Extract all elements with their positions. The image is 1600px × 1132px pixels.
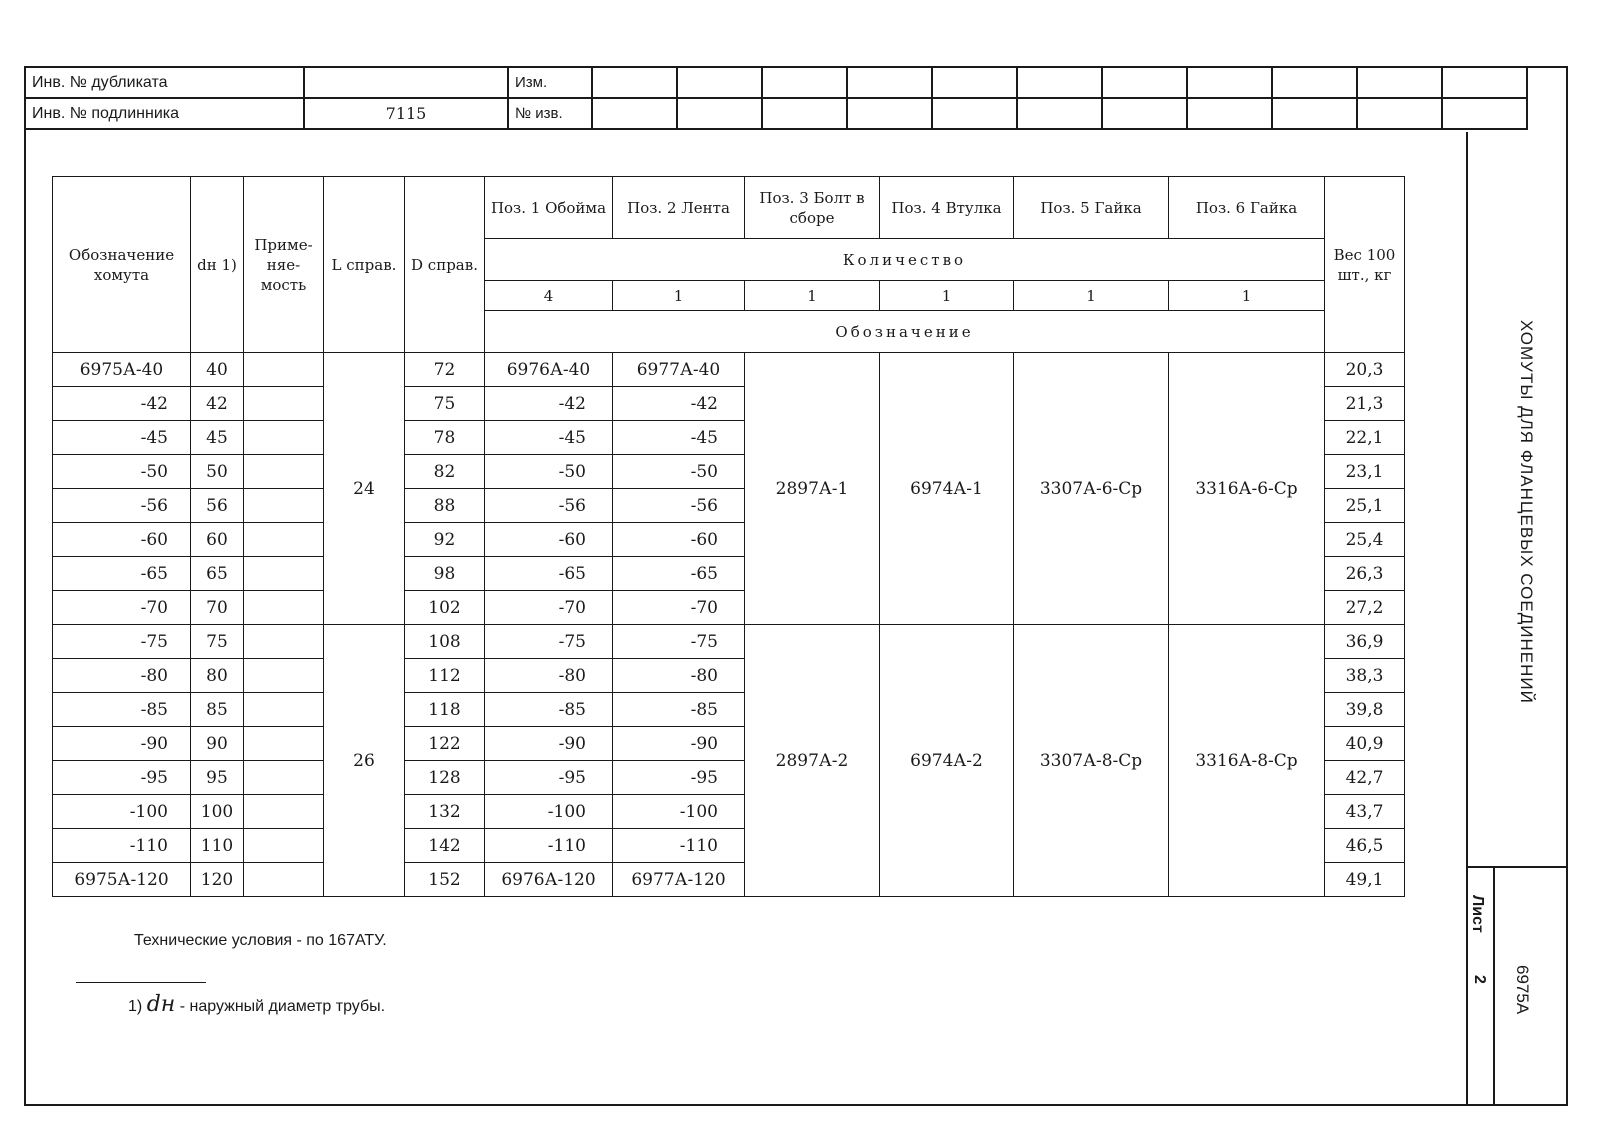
stamp-cell	[1102, 67, 1187, 98]
row-D: 128	[405, 761, 485, 795]
row-weight: 43,7	[1325, 795, 1405, 829]
stamp-cell	[592, 98, 677, 129]
row-D: 102	[405, 591, 485, 625]
stamp-cell	[1272, 67, 1357, 98]
row-applicability	[244, 863, 324, 897]
row-pos1: -60	[485, 523, 613, 557]
row-designation: -90	[53, 727, 191, 761]
col-weight: Вес 100 шт., кг	[1325, 177, 1405, 353]
row-pos2: -42	[613, 387, 745, 421]
row-designation: 6975А-40	[53, 353, 191, 387]
row-pos2: -60	[613, 523, 745, 557]
sheet-divider	[1493, 866, 1495, 1106]
row-pos2: -110	[613, 829, 745, 863]
row-dn: 56	[191, 489, 244, 523]
row-D: 75	[405, 387, 485, 421]
row-pos2: -70	[613, 591, 745, 625]
stamp-cell	[847, 98, 932, 129]
row-dn: 85	[191, 693, 244, 727]
row-applicability	[244, 795, 324, 829]
row-designation: -56	[53, 489, 191, 523]
row-pos2: -90	[613, 727, 745, 761]
row-designation: -75	[53, 625, 191, 659]
stamp-cell	[932, 98, 1017, 129]
row-designation: -95	[53, 761, 191, 795]
footnote-divider	[76, 982, 206, 983]
inventory-stamp	[24, 66, 1528, 130]
row-designation: -45	[53, 421, 191, 455]
group-pos4: 6974А-2	[880, 625, 1014, 897]
row-D: 88	[405, 489, 485, 523]
row-dn: 60	[191, 523, 244, 557]
row-designation: -85	[53, 693, 191, 727]
row-applicability	[244, 489, 324, 523]
col-pos2: Поз. 2 Лента	[613, 177, 745, 239]
tech-conditions-note: Технические условия - по 167АТУ.	[134, 932, 387, 949]
stamp-cell	[1442, 67, 1527, 98]
row-dn: 70	[191, 591, 244, 625]
row-pos2: -56	[613, 489, 745, 523]
row-pos1: -56	[485, 489, 613, 523]
row-pos1: 6976А-40	[485, 353, 613, 387]
row-applicability	[244, 693, 324, 727]
row-pos2: 6977А-40	[613, 353, 745, 387]
col-applicability: Приме- няе- мость	[244, 177, 324, 353]
row-weight: 38,3	[1325, 659, 1405, 693]
row-D: 78	[405, 421, 485, 455]
stamp-cell	[1102, 98, 1187, 129]
row-D: 98	[405, 557, 485, 591]
row-dn: 80	[191, 659, 244, 693]
row-designation: -110	[53, 829, 191, 863]
stamp-cell	[762, 67, 847, 98]
row-dn: 40	[191, 353, 244, 387]
stamp-cell	[1272, 98, 1357, 129]
sheet-label: Лист	[1469, 895, 1486, 933]
row-pos2: -45	[613, 421, 745, 455]
col-pos1: Поз. 1 Обойма	[485, 177, 613, 239]
row-pos1: -85	[485, 693, 613, 727]
row-applicability	[244, 387, 324, 421]
row-pos1: -45	[485, 421, 613, 455]
row-weight: 46,5	[1325, 829, 1405, 863]
orig-label: Инв. № подлинника	[25, 98, 304, 129]
row-weight: 21,3	[1325, 387, 1405, 421]
row-D: 92	[405, 523, 485, 557]
designation-header: Обозначение	[485, 311, 1325, 353]
row-pos2: -85	[613, 693, 745, 727]
row-weight: 27,2	[1325, 591, 1405, 625]
change-label: Изм.	[508, 67, 592, 98]
row-dn: 100	[191, 795, 244, 829]
group-pos5: 3307А-6-Ср	[1014, 353, 1169, 625]
row-pos1: -95	[485, 761, 613, 795]
row-applicability	[244, 523, 324, 557]
group-pos6: 3316А-8-Ср	[1169, 625, 1325, 897]
stamp-cell	[762, 98, 847, 129]
row-designation: 6975А-120	[53, 863, 191, 897]
col-D: D справ.	[405, 177, 485, 353]
row-pos2: -95	[613, 761, 745, 795]
row-pos1: -42	[485, 387, 613, 421]
row-pos1: -110	[485, 829, 613, 863]
orig-value: 7115	[304, 98, 508, 129]
row-designation: -60	[53, 523, 191, 557]
row-pos1: -100	[485, 795, 613, 829]
row-designation: -70	[53, 591, 191, 625]
row-designation: -80	[53, 659, 191, 693]
qty-pos6: 1	[1169, 281, 1325, 311]
table-row	[53, 625, 1405, 659]
stamp-cell	[1357, 98, 1442, 129]
quantity-header: Количество	[485, 239, 1325, 281]
stamp-cell	[1442, 98, 1527, 129]
row-applicability	[244, 625, 324, 659]
row-D: 118	[405, 693, 485, 727]
row-weight: 26,3	[1325, 557, 1405, 591]
row-pos1: -90	[485, 727, 613, 761]
stamp-cell	[1357, 67, 1442, 98]
row-dn: 110	[191, 829, 244, 863]
group-pos3: 2897А-1	[745, 353, 880, 625]
row-pos2: -100	[613, 795, 745, 829]
row-D: 132	[405, 795, 485, 829]
stamp-cell	[1017, 98, 1102, 129]
row-weight: 25,1	[1325, 489, 1405, 523]
stamp-cell	[1017, 67, 1102, 98]
qty-pos2: 1	[613, 281, 745, 311]
row-pos2: -50	[613, 455, 745, 489]
row-designation: -42	[53, 387, 191, 421]
dup-label: Инв. № дубликата	[25, 67, 304, 98]
change-no-label: № изв.	[508, 98, 592, 129]
stamp-cell	[677, 98, 762, 129]
footnote-symbol: dн	[146, 992, 176, 1017]
row-designation: -65	[53, 557, 191, 591]
group-pos6: 3316А-6-Ср	[1169, 353, 1325, 625]
col-pos4: Поз. 4 Втулка	[880, 177, 1014, 239]
group-pos3: 2897А-2	[745, 625, 880, 897]
row-pos1: -50	[485, 455, 613, 489]
col-pos3: Поз. 3 Болт в сборе	[745, 177, 880, 239]
row-weight: 25,4	[1325, 523, 1405, 557]
row-pos1: -80	[485, 659, 613, 693]
row-pos2: -65	[613, 557, 745, 591]
row-dn: 75	[191, 625, 244, 659]
row-weight: 36,9	[1325, 625, 1405, 659]
row-weight: 20,3	[1325, 353, 1405, 387]
row-dn: 65	[191, 557, 244, 591]
group-pos5: 3307А-8-Ср	[1014, 625, 1169, 897]
row-dn: 42	[191, 387, 244, 421]
footnote	[128, 992, 385, 1017]
row-applicability	[244, 659, 324, 693]
row-dn: 120	[191, 863, 244, 897]
row-pos1: -65	[485, 557, 613, 591]
stamp-cell	[932, 67, 1017, 98]
dup-value	[304, 67, 508, 98]
stamp-cell	[1187, 67, 1272, 98]
row-applicability	[244, 421, 324, 455]
row-weight: 42,7	[1325, 761, 1405, 795]
stamp-cell	[1187, 98, 1272, 129]
group-L: 24	[324, 353, 405, 625]
row-designation: -100	[53, 795, 191, 829]
row-applicability	[244, 557, 324, 591]
col-dn: dн 1)	[191, 177, 244, 353]
row-D: 122	[405, 727, 485, 761]
row-pos2: -80	[613, 659, 745, 693]
col-pos6: Поз. 6 Гайка	[1169, 177, 1325, 239]
stamp-cell	[592, 67, 677, 98]
row-applicability	[244, 829, 324, 863]
row-designation: -50	[53, 455, 191, 489]
col-pos5: Поз. 5 Гайка	[1014, 177, 1169, 239]
group-pos4: 6974А-1	[880, 353, 1014, 625]
col-designation: Обозначение хомута	[53, 177, 191, 353]
row-applicability	[244, 455, 324, 489]
row-weight: 49,1	[1325, 863, 1405, 897]
row-pos2: 6977А-120	[613, 863, 745, 897]
row-dn: 95	[191, 761, 244, 795]
row-D: 72	[405, 353, 485, 387]
row-applicability	[244, 727, 324, 761]
qty-pos1: 4	[485, 281, 613, 311]
row-pos2: -75	[613, 625, 745, 659]
sheet-number: 2	[1471, 975, 1488, 984]
footnote-mark: 1)	[128, 998, 143, 1015]
stamp-cell	[677, 67, 762, 98]
group-L: 26	[324, 625, 405, 897]
row-D: 108	[405, 625, 485, 659]
table-row	[53, 353, 1405, 387]
row-weight: 23,1	[1325, 455, 1405, 489]
row-D: 82	[405, 455, 485, 489]
document-title: ХОМУТЫ ДЛЯ ФЛАНЦЕВЫХ СОЕДИНЕНИЙ	[1517, 320, 1536, 704]
row-D: 142	[405, 829, 485, 863]
row-applicability	[244, 353, 324, 387]
row-dn: 45	[191, 421, 244, 455]
qty-pos5: 1	[1014, 281, 1169, 311]
row-pos1: 6976А-120	[485, 863, 613, 897]
qty-pos3: 1	[745, 281, 880, 311]
row-D: 152	[405, 863, 485, 897]
clamp-spec-table	[52, 176, 1405, 897]
footnote-text: - наружный диаметр трубы.	[179, 998, 386, 1015]
document-code: 6975А	[1513, 965, 1532, 1015]
row-pos1: -70	[485, 591, 613, 625]
row-D: 112	[405, 659, 485, 693]
col-L: L справ.	[324, 177, 405, 353]
row-dn: 50	[191, 455, 244, 489]
row-dn: 90	[191, 727, 244, 761]
row-applicability	[244, 761, 324, 795]
row-weight: 40,9	[1325, 727, 1405, 761]
row-pos1: -75	[485, 625, 613, 659]
stamp-cell	[847, 67, 932, 98]
qty-pos4: 1	[880, 281, 1014, 311]
row-weight: 39,8	[1325, 693, 1405, 727]
row-weight: 22,1	[1325, 421, 1405, 455]
row-applicability	[244, 591, 324, 625]
